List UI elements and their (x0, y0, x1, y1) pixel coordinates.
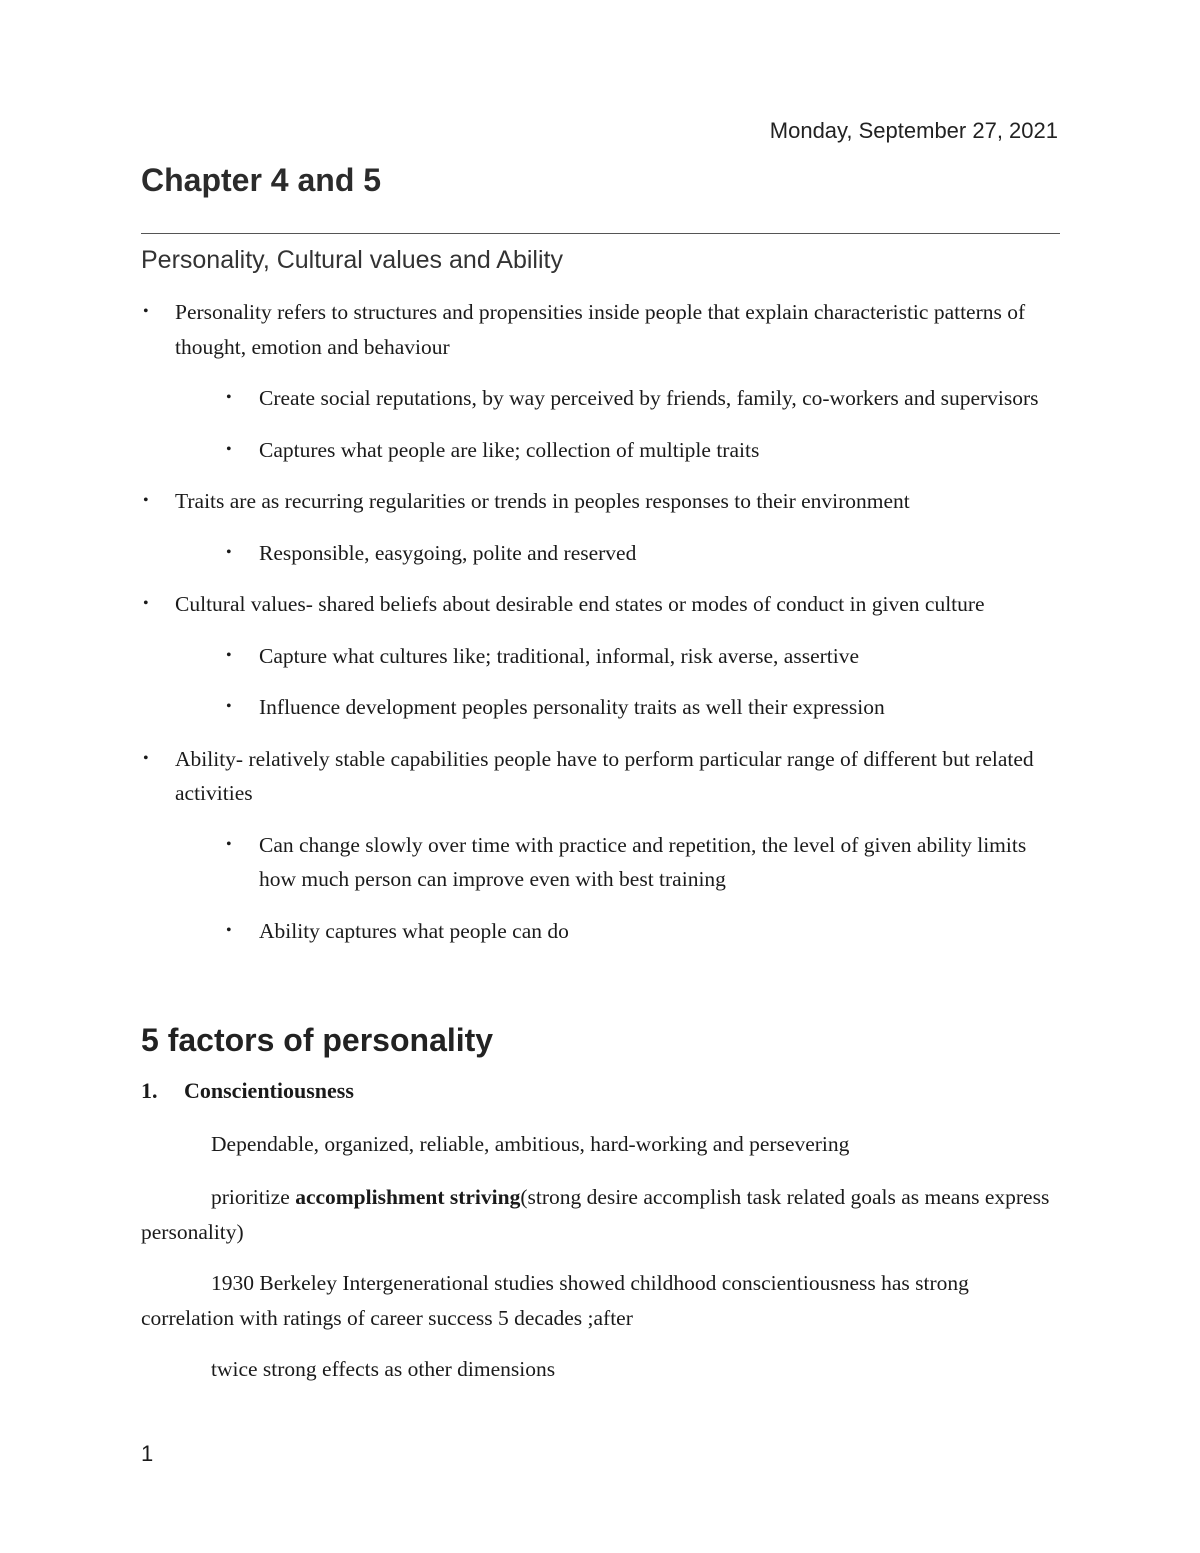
bullet-icon: • (226, 543, 232, 561)
bullet-icon: • (226, 440, 232, 458)
paragraph-effects: twice strong effects as other dimensions (211, 1357, 556, 1381)
paragraph-text: prioritize (211, 1185, 296, 1209)
factor-name: Conscientiousness (184, 1078, 354, 1103)
bullet-text: Personality refers to structures and propensities inside people that explain characteristic patterns of thought, emotion and behaviour (175, 300, 1026, 359)
bold-term: accomplishment striving (295, 1185, 521, 1209)
bullet-icon: • (143, 492, 149, 509)
factor-number: 1. (141, 1078, 158, 1103)
bullet-text: Influence development peoples personality traits as well their expression (259, 695, 885, 719)
bullet-icon: • (143, 595, 149, 612)
document-date: Monday, September 27, 2021 (769, 118, 1058, 143)
bullet-item (141, 587, 1060, 622)
bullet-icon: • (226, 921, 232, 939)
title-divider (141, 233, 1060, 234)
bullet-icon: • (226, 646, 232, 664)
bullet-item (141, 295, 1060, 364)
bullet-text: Cultural values- shared beliefs about desirable end states or modes of conduct in given culture (175, 592, 985, 616)
bullet-text: Ability- relatively stable capabilities people have to perform particular range of different but related activities (175, 746, 1034, 805)
paragraph-text: (strong desire accomplish task related goals as means express personality) (141, 1185, 1050, 1244)
sub-bullet-item (141, 433, 1060, 468)
sub-bullet-item (141, 914, 1060, 949)
bullet-text: Captures what people are like; collection of multiple traits (259, 437, 760, 462)
bullet-text: Can change slowly over time with practice and repetition, the level of given ability limits how much person can improve even with best training (259, 832, 1027, 891)
paragraph-accomplishment (141, 1180, 1060, 1250)
page-number: 1 (141, 1441, 154, 1466)
bullet-icon: • (226, 389, 232, 406)
factor-heading (141, 1078, 354, 1104)
bullet-icon: • (143, 749, 149, 767)
bullet-item (141, 742, 1060, 811)
paragraph-berkeley-study: 1930 Berkeley Intergenerational studies showed childhood conscientiousness has strong correlation with ratings of career success 5 decades ;after (141, 1271, 969, 1330)
page-title: Chapter 4 and 5 (141, 162, 382, 198)
notes-bullet-list (141, 295, 1060, 965)
sub-bullet-item (141, 828, 1060, 897)
paragraph-traits: Dependable, organized, reliable, ambitious, hard-working and persevering (211, 1132, 850, 1156)
bullet-icon: • (143, 303, 149, 320)
section-heading: 5 factors of personality (141, 1022, 494, 1058)
bullet-text: Ability captures what people can do (259, 918, 569, 943)
sub-bullet-item (141, 639, 1060, 674)
sub-bullet-item (141, 690, 1060, 725)
bullet-text: Capture what cultures like; traditional, informal, risk averse, assertive (259, 643, 860, 668)
sub-bullet-item (141, 536, 1060, 571)
bullet-icon: • (226, 835, 232, 853)
page-subtitle: Personality, Cultural values and Ability (141, 246, 563, 274)
bullet-icon: • (226, 698, 232, 715)
bullet-item (141, 484, 1060, 519)
sub-bullet-item (141, 381, 1060, 416)
bullet-text: Create social reputations, by way perceived by friends, family, co-workers and supervisors (259, 386, 1039, 410)
bullet-text: Traits are as recurring regularities or trends in peoples responses to their environment (175, 489, 910, 513)
bullet-text: Responsible, easygoing, polite and reserved (259, 540, 637, 565)
